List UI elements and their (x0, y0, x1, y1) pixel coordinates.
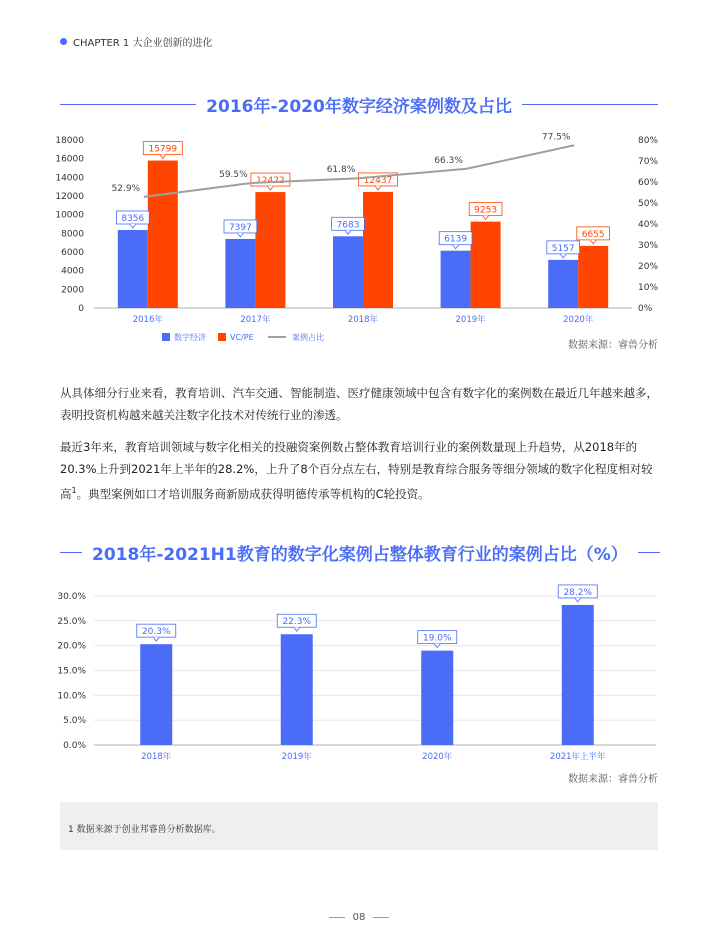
chart1-title: 2016年-2020年数字经济案例数及占比 (206, 97, 512, 117)
x-tick-label: 2021年上半年 (549, 752, 606, 762)
data-label-digital (116, 211, 149, 228)
x-tick-label: 2018年 (141, 752, 172, 762)
chart2-svg (40, 578, 680, 768)
data-label-vcpe-text: 9253 (474, 205, 498, 216)
y2-tick-label: 10% (638, 283, 659, 293)
page-number (0, 912, 718, 923)
data-label-vcpe-text: 12437 (363, 175, 393, 186)
y-tick-label: 15.0% (57, 666, 86, 677)
bar-education-share (140, 644, 172, 745)
bar-vcpe (471, 222, 501, 308)
data-label-vcpe-pointer (267, 186, 273, 190)
bar-vcpe (148, 161, 178, 308)
data-label-digital-text: 6139 (444, 234, 468, 245)
data-label-digital-pointer (237, 233, 243, 237)
data-label-education (277, 614, 316, 631)
chapter-label: CHAPTER 1 大企业创新的进化 (73, 38, 213, 49)
y2-tick-label: 70% (638, 157, 659, 167)
y-tick-label: 5.0% (63, 716, 86, 727)
footnote-ref: 1 (71, 486, 77, 495)
paragraph-2-main: 最近3年来，教育培训领域与数字化相关的投融资案例数占整体教育培训行业的案例数量现上升趋势，从2018年的20.3%上升到2021年上半年的28.2%，上升了8个百分点左右，特别是教育综合服务等细分领域的数字化程度相对较高 (60, 440, 653, 501)
bar-digital-economy (118, 230, 148, 308)
y2-tick-label: 0% (638, 304, 653, 314)
y-tick-label: 6000 (61, 248, 84, 258)
y-tick-label: 0 (78, 304, 84, 314)
data-label-vcpe-pointer (590, 240, 596, 244)
y-tick-label: 0.0% (63, 741, 86, 751)
x-tick-label: 2016年 (132, 315, 163, 325)
y-tick-label: 16000 (55, 154, 84, 165)
y2-tick-label: 20% (638, 262, 659, 272)
bar-digital-economy (333, 236, 363, 308)
y2-tick-label: 80% (638, 136, 659, 146)
footnote-text: 1 数据来源于创业邦睿兽分析数据库。 (68, 825, 221, 835)
legend-swatch-digital (162, 333, 170, 341)
y-tick-label: 25.0% (57, 616, 86, 627)
data-label-digital-pointer (453, 245, 459, 249)
legend-swatch-vcpe (218, 333, 226, 341)
chapter-header (60, 34, 212, 49)
data-label-education-text: 20.3% (141, 627, 171, 638)
line-data-label: 66.3% (434, 155, 463, 166)
bullet-dot-icon (60, 38, 67, 45)
chart2-title: 2018年-2021H1教育的数字化案例占整体教育行业的案例占比（%） (92, 545, 628, 565)
chart1-title-bar (60, 92, 658, 117)
bar-digital-economy (548, 260, 578, 308)
y-tick-label: 8000 (61, 229, 84, 240)
title-rule-right (638, 552, 660, 553)
bar-vcpe (578, 246, 608, 308)
data-label-education (418, 631, 457, 648)
paragraph-2-tail: 。典型案例如口才培训服务商新励成获得明德传承等机构的C轮投资。 (76, 486, 430, 501)
legend-label-vcpe: VC/PE (230, 333, 254, 342)
data-label-digital-pointer (130, 224, 136, 228)
page-dash-left (329, 917, 345, 918)
data-label-digital (439, 232, 472, 249)
data-label-digital-text: 7683 (336, 220, 360, 231)
x-tick-label: 2019年 (455, 315, 486, 325)
data-label-education (558, 585, 597, 602)
data-label-vcpe (469, 203, 502, 220)
bar-digital-economy (441, 251, 471, 308)
data-label-education-text: 22.3% (282, 617, 312, 628)
legend-label-share: 案例占比 (292, 333, 324, 342)
x-tick-label: 2018年 (347, 315, 379, 325)
bar-education-share (421, 651, 453, 745)
y2-tick-label: 30% (638, 241, 659, 251)
data-label-vcpe-text: 12422 (256, 176, 285, 187)
data-label-vcpe-text: 6655 (581, 229, 605, 240)
paragraph-2 (60, 436, 658, 505)
y2-tick-label: 60% (638, 178, 659, 188)
y-tick-label: 10.0% (57, 691, 86, 702)
data-label-vcpe (577, 227, 610, 244)
y-tick-label: 30.0% (57, 592, 86, 602)
data-label-digital (332, 217, 365, 234)
data-label-education-text: 19.0% (422, 633, 452, 644)
chart2-title-bar (60, 540, 658, 565)
bar-education-share (562, 605, 594, 745)
y-tick-label: 20.0% (57, 641, 86, 652)
bar-education-share (281, 634, 313, 745)
data-label-digital-pointer (560, 254, 566, 258)
data-label-vcpe-pointer (483, 216, 489, 220)
x-tick-label: 2020年 (563, 315, 594, 325)
page-number-text: 08 (352, 912, 366, 923)
data-label-vcpe (143, 142, 182, 159)
bar-digital-economy (225, 239, 255, 308)
title-rule-left (60, 552, 82, 553)
chart2-source: 数据来源：睿兽分析 (568, 774, 658, 785)
line-data-label: 52.9% (111, 183, 141, 194)
data-label-education-pointer (153, 637, 159, 641)
title-rule-left (60, 104, 196, 105)
data-label-digital-text: 5157 (551, 243, 575, 254)
paragraph-1: 从具体细分行业来看，教育培训、汽车交通、智能制造、医疗健康领域中包含有数字化的案例数在最近几年越来越多，表明投资机构越来越关注数字化技术对传统行业的渗透。 (60, 386, 658, 422)
data-label-digital-text: 8356 (121, 214, 145, 225)
data-label-education-pointer (294, 627, 300, 631)
line-data-label: 61.8% (326, 165, 356, 176)
chart1-source: 数据来源：睿兽分析 (568, 340, 658, 351)
legend-label-digital: 数字经济 (174, 333, 206, 342)
data-label-digital (224, 220, 257, 237)
x-tick-label: 2019年 (281, 752, 312, 762)
footnote-box (60, 802, 658, 850)
y2-tick-label: 50% (638, 199, 659, 209)
y-tick-label: 2000 (61, 285, 84, 296)
chart1-svg (40, 128, 680, 350)
line-case-share (144, 145, 574, 197)
data-label-education (137, 624, 176, 641)
data-label-digital (547, 241, 580, 258)
y2-tick-label: 40% (638, 220, 659, 230)
bar-vcpe (255, 192, 285, 308)
x-tick-label: 2020年 (422, 752, 453, 762)
line-data-label: 77.5% (541, 132, 571, 143)
bar-vcpe (363, 192, 393, 308)
y-tick-label: 18000 (55, 136, 84, 146)
data-label-digital-text: 7397 (228, 222, 252, 233)
x-tick-label: 2017年 (240, 315, 271, 325)
y-tick-label: 4000 (61, 266, 84, 277)
data-label-education-pointer (575, 598, 581, 602)
title-rule-right (522, 104, 658, 105)
y-tick-label: 14000 (55, 173, 84, 184)
y-tick-label: 10000 (55, 210, 84, 221)
data-label-vcpe-pointer (160, 155, 166, 159)
data-label-vcpe-pointer (375, 186, 381, 190)
line-data-label: 59.5% (219, 170, 248, 181)
data-label-education-text: 28.2% (563, 587, 593, 598)
y-tick-label: 12000 (55, 192, 84, 202)
page-dash-right (373, 917, 389, 918)
data-label-digital-pointer (345, 230, 351, 234)
data-label-vcpe-text: 15799 (148, 144, 178, 155)
